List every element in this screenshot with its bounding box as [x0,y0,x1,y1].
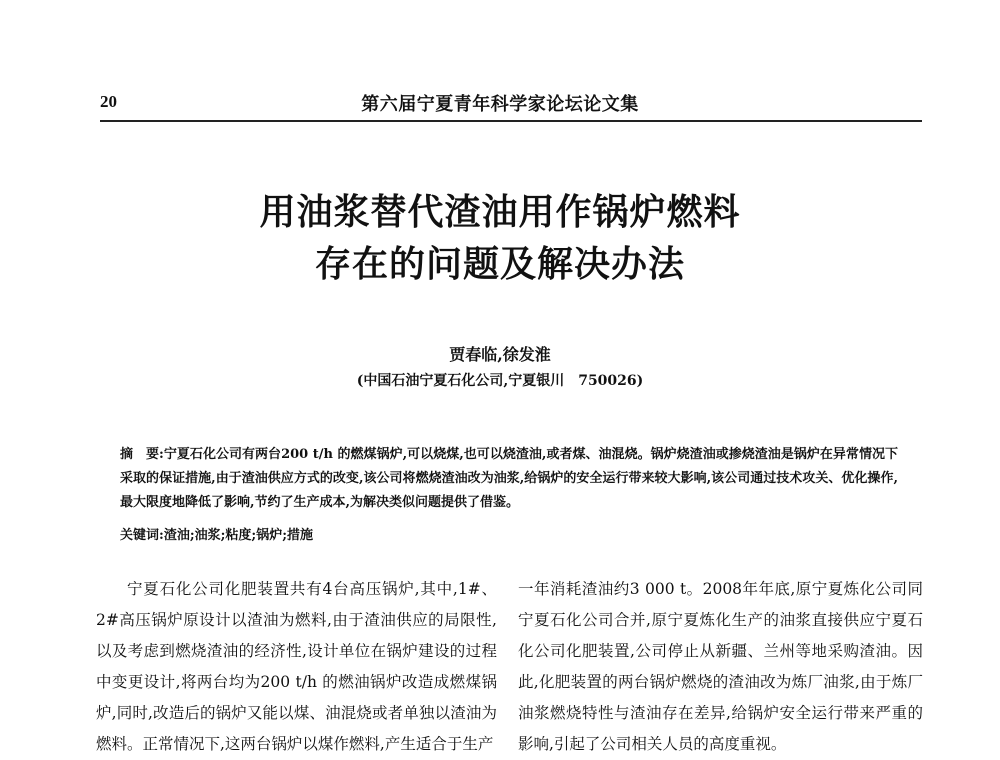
abstract-text: 宁夏石化公司有两台200 t/h 的燃煤锅炉,可以烧煤,也可以烧渣油,或者煤、油混烧。锅炉烧渣油或掺烧渣油是锅炉在异常情况下采取的保证措施,由于渣油供应方式的改变,该公司将燃烧渣油改为油浆,给锅炉的安全运行带来较大影响,该公司通过技术攻关、优化操作,最大限度地降低了影响,节约了生产成本,为解决类似问题提供了借鉴。 [120,447,898,510]
header-rule [100,120,922,122]
abstract [120,443,898,515]
body-column-right [518,574,923,760]
title-line-1: 用油浆替代渣油用作锅炉燃料 [259,191,741,233]
authors: 贾春临,徐发淮 [449,345,551,364]
paper-title [0,186,1000,290]
affiliation: (中国石油宁夏石化公司,宁夏银川 750026) [356,373,644,389]
keywords-label: 关键词: [120,528,164,543]
title-line-2: 存在的问题及解决办法 [314,243,685,285]
abstract-label: 摘 要: [120,447,164,462]
body-paragraph-left: 宁夏石化公司化肥装置共有4台高压锅炉,其中,1#、2#高压锅炉原设计以渣油为燃料,由于渣油供应的局限性,以及考虑到燃烧渣油的经济性,设计单位在锅炉建设的过程中变更设计,将两台均为200 t/h 的燃油锅炉改造成燃煤锅炉,同时,改造后的锅炉又能以煤、油混烧或者单独以渣油为燃料。正常情况下,这两台锅炉以煤作燃料,产生适合于生产 [96,580,497,753]
body-paragraph-right: 一年消耗渣油约3 000 t。2008年年底,原宁夏炼化公司同宁夏石化公司合并,原宁夏炼化生产的油浆直接供应宁夏石化公司化肥装置,公司停止从新疆、兰州等地采购渣油。因此,化肥装置的两台锅炉燃烧的渣油改为炼厂油浆,由于炼厂油浆燃烧特性与渣油存在差异,给锅炉安全运行带来严重的影响,引起了公司相关人员的高度重视。 [518,580,923,753]
page-number: 20 [100,92,117,111]
keywords-text: 渣油;油浆;粘度;锅炉;措施 [163,528,314,543]
running-header: 第六届宁夏青年科学家论坛论文集 [361,94,639,115]
keywords [120,524,898,548]
body-column-left [96,574,497,760]
